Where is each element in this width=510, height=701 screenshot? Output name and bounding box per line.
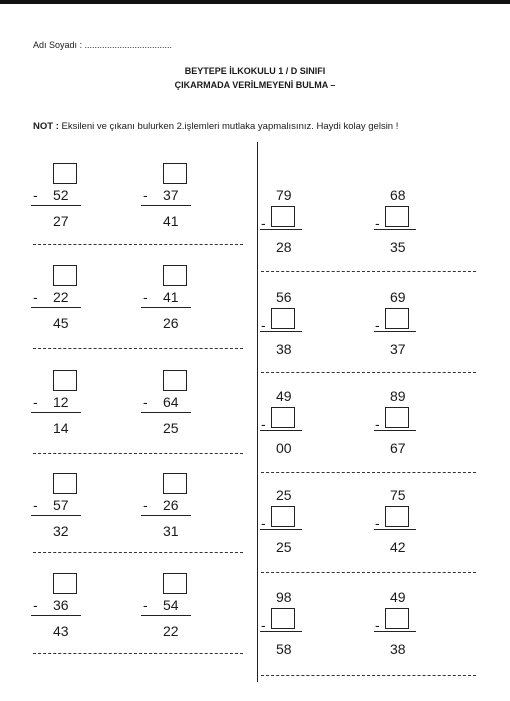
minuend: 56 [276,289,292,305]
result: 41 [163,213,179,229]
minus-sign: - [261,617,266,633]
result-line [374,430,416,431]
result-line [141,615,191,616]
result: 32 [53,523,69,539]
result: 38 [390,641,406,657]
minuend-answer-box[interactable] [163,370,187,391]
result: 58 [276,641,292,657]
subtrahend-answer-box[interactable] [271,206,295,227]
result: 45 [53,315,69,331]
row-divider [33,453,243,454]
minuend: 79 [276,187,292,203]
result: 31 [163,523,179,539]
minus-sign: - [261,215,266,231]
subtrahend-answer-box[interactable] [385,608,409,629]
minus-sign: - [33,187,38,203]
minuend-answer-box[interactable] [53,163,77,184]
subtrahend: 37 [163,187,179,203]
row-divider [261,675,476,676]
minus-sign: - [261,416,266,432]
minus-sign: - [261,515,266,531]
row-divider [33,552,243,553]
result-line [260,229,302,230]
result-line [31,615,81,616]
result-line [31,412,81,413]
minus-sign: - [33,597,38,613]
minuend-answer-box[interactable] [53,473,77,494]
school-title: BEYTEPE İLKOKULU 1 / D SINIFI [184,66,326,76]
sheet-title: ÇIKARMADA VERİLMEYENİ BULMA – [174,80,336,90]
result-line [260,631,302,632]
subtrahend-answer-box[interactable] [385,407,409,428]
result: 38 [276,341,292,357]
result: 28 [276,239,292,255]
minus-sign: - [375,215,380,231]
subtrahend: 36 [53,597,69,613]
subtrahend: 22 [53,289,69,305]
subtrahend: 64 [163,394,179,410]
result-line [141,205,191,206]
result: 27 [53,213,69,229]
minuend: 75 [390,487,406,503]
subtrahend-answer-box[interactable] [385,506,409,527]
note [33,121,398,132]
result: 42 [390,539,406,555]
row-divider [261,472,476,473]
result: 00 [276,440,292,456]
subtrahend-answer-box[interactable] [385,206,409,227]
row-divider [261,372,476,373]
row-divider [261,271,476,272]
minuend: 69 [390,289,406,305]
minuend: 49 [390,589,406,605]
result: 67 [390,440,406,456]
subtrahend-answer-box[interactable] [385,308,409,329]
result-line [31,205,81,206]
minus-sign: - [33,289,38,305]
column-divider [257,142,258,682]
subtrahend: 12 [53,394,69,410]
minus-sign: - [375,515,380,531]
subtrahend: 54 [163,597,179,613]
result: 43 [53,623,69,639]
result: 25 [163,420,179,436]
result: 14 [53,420,69,436]
result-line [31,515,81,516]
result-line [260,331,302,332]
result-line [374,229,416,230]
minuend: 68 [390,187,406,203]
minus-sign: - [33,497,38,513]
result: 35 [390,239,406,255]
subtrahend: 52 [53,187,69,203]
subtrahend: 41 [163,289,179,305]
minus-sign: - [375,416,380,432]
minus-sign: - [143,187,148,203]
minus-sign: - [375,617,380,633]
note-label: NOT : [33,121,59,132]
row-divider [33,244,243,245]
result: 25 [276,539,292,555]
result: 37 [390,341,406,357]
minus-sign: - [143,497,148,513]
row-divider [261,572,476,573]
minus-sign: - [375,317,380,333]
top-border [0,0,510,4]
minuend: 89 [390,388,406,404]
result-line [374,331,416,332]
result-line [141,412,191,413]
subtrahend-answer-box[interactable] [271,407,295,428]
row-divider [33,348,243,349]
minus-sign: - [261,317,266,333]
minus-sign: - [143,597,148,613]
subtrahend-answer-box[interactable] [271,506,295,527]
minus-sign: - [33,394,38,410]
minus-sign: - [143,394,148,410]
result-line [260,430,302,431]
minuend-answer-box[interactable] [163,473,187,494]
subtrahend: 26 [163,497,179,513]
row-divider [33,653,243,654]
result: 26 [163,315,179,331]
result-line [141,515,191,516]
minuend: 49 [276,388,292,404]
minuend-answer-box[interactable] [163,573,187,594]
minuend: 25 [276,487,292,503]
subtrahend-answer-box[interactable] [271,608,295,629]
result-line [374,529,416,530]
minuend-answer-box[interactable] [53,573,77,594]
student-name-line: Adı Soyadı : ................................... [33,40,173,50]
minuend-answer-box[interactable] [163,265,187,286]
result-line [31,307,81,308]
minuend-answer-box[interactable] [53,370,77,391]
subtrahend-answer-box[interactable] [271,308,295,329]
result: 22 [163,623,179,639]
minuend-answer-box[interactable] [53,265,77,286]
note-text: Eksileni ve çıkanı bulurken 2.işlemleri mutlaka yapmalısınız. Haydi kolay gelsin ! [61,121,399,132]
result-line [374,631,416,632]
minus-sign: - [143,289,148,305]
result-line [260,529,302,530]
minuend-answer-box[interactable] [163,163,187,184]
minuend: 98 [276,589,292,605]
result-line [141,307,191,308]
subtrahend: 57 [53,497,69,513]
